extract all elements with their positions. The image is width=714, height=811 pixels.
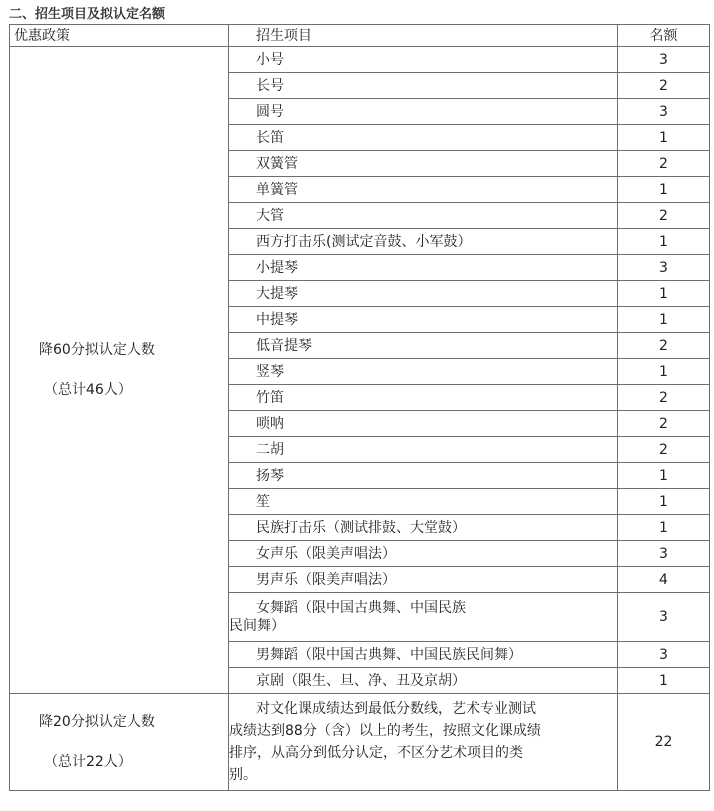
- program-cell: 小提琴: [229, 255, 618, 281]
- program-cell: 大提琴: [229, 281, 618, 307]
- policy-description: [229, 694, 618, 791]
- description-line: 排序，从高分到低分认定，不区分艺术项目的类: [229, 745, 523, 761]
- program-cell: 二胡: [229, 437, 618, 463]
- quota-cell: 22: [618, 694, 710, 791]
- program-cell: 双簧管: [229, 151, 618, 177]
- quota-cell: 3: [618, 541, 710, 567]
- program-cell: 女声乐（限美声唱法）: [229, 541, 618, 567]
- quota-cell: 2: [618, 151, 710, 177]
- quota-cell: 1: [618, 515, 710, 541]
- policy-total: （总计46人）: [44, 382, 132, 398]
- quota-cell: 3: [618, 593, 710, 642]
- quota-cell: 2: [618, 333, 710, 359]
- header-policy: 优惠政策: [10, 25, 229, 47]
- quota-table: [9, 24, 710, 791]
- policy-cell-20: [10, 694, 229, 791]
- quota-cell: 3: [618, 47, 710, 73]
- policy-cell-60: [10, 47, 229, 694]
- program-cell: 民族打击乐（测试排鼓、大堂鼓）: [229, 515, 618, 541]
- quota-cell: 1: [618, 668, 710, 694]
- program-cell: 中提琴: [229, 307, 618, 333]
- quota-cell: 3: [618, 255, 710, 281]
- program-cell: 扬琴: [229, 463, 618, 489]
- quota-cell: 1: [618, 489, 710, 515]
- table-row: [10, 694, 710, 791]
- quota-cell: 2: [618, 437, 710, 463]
- quota-cell: 3: [618, 642, 710, 668]
- program-line: 女舞蹈（限中国古典舞、中国民族: [256, 600, 466, 616]
- program-cell: 低音提琴: [229, 333, 618, 359]
- quota-cell: 4: [618, 567, 710, 593]
- program-cell: 大管: [229, 203, 618, 229]
- program-cell: 唢呐: [229, 411, 618, 437]
- header-program: 招生项目: [229, 25, 618, 47]
- header-row: [10, 25, 710, 47]
- program-cell: 长号: [229, 73, 618, 99]
- description-line: 别。: [229, 767, 257, 783]
- quota-cell: 2: [618, 73, 710, 99]
- header-quota: 名额: [618, 25, 710, 47]
- program-cell: 男舞蹈（限中国古典舞、中国民族民间舞）: [229, 642, 618, 668]
- program-cell: 竹笛: [229, 385, 618, 411]
- quota-cell: 1: [618, 177, 710, 203]
- program-cell: 京剧（限生、旦、净、丑及京胡）: [229, 668, 618, 694]
- policy-label: 降20分拟认定人数: [39, 714, 155, 730]
- quota-cell: 1: [618, 125, 710, 151]
- quota-cell: 1: [618, 359, 710, 385]
- policy-total: （总计22人）: [44, 754, 132, 770]
- program-cell: 笙: [229, 489, 618, 515]
- program-cell: 圆号: [229, 99, 618, 125]
- description-line: 对文化课成绩达到最低分数线，艺术专业测试: [256, 701, 536, 717]
- program-cell: 单簧管: [229, 177, 618, 203]
- quota-cell: 2: [618, 203, 710, 229]
- quota-cell: 2: [618, 385, 710, 411]
- quota-cell: 1: [618, 463, 710, 489]
- section-title: 二、招生项目及拟认定名额: [9, 7, 166, 22]
- program-cell: 西方打击乐(测试定音鼓、小军鼓）: [229, 229, 618, 255]
- quota-cell: 2: [618, 411, 710, 437]
- description-line: 成绩达到88分（含）以上的考生，按照文化课成绩: [229, 723, 541, 739]
- program-cell: 长笛: [229, 125, 618, 151]
- table-row: [10, 47, 710, 73]
- quota-cell: 1: [618, 281, 710, 307]
- program-cell: 男声乐（限美声唱法）: [229, 567, 618, 593]
- program-cell: [229, 593, 618, 642]
- program-cell: 竖琴: [229, 359, 618, 385]
- program-line: 民间舞）: [229, 618, 285, 634]
- quota-cell: 3: [618, 99, 710, 125]
- quota-cell: 1: [618, 229, 710, 255]
- quota-cell: 1: [618, 307, 710, 333]
- program-cell: 小号: [229, 47, 618, 73]
- policy-label: 降60分拟认定人数: [39, 342, 155, 358]
